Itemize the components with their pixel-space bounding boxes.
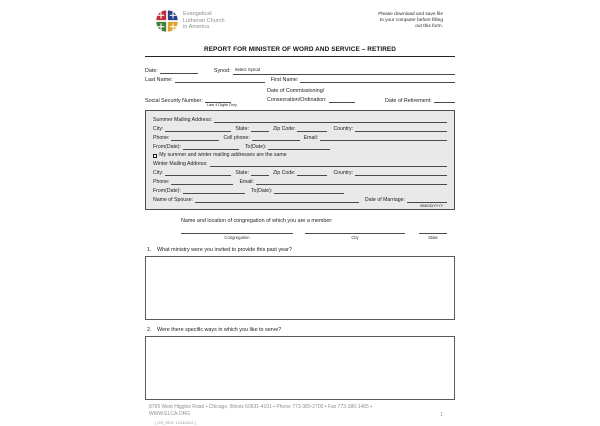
winter-address-row bbox=[153, 159, 447, 168]
notice-line-2: to your computer before filling bbox=[379, 17, 443, 23]
summer-to-field[interactable] bbox=[268, 147, 330, 150]
first-name-field[interactable] bbox=[300, 80, 455, 83]
form-title: REPORT FOR MINISTER OF WORD AND SERVICE – RETIRED bbox=[203, 46, 396, 53]
retirement-group bbox=[385, 95, 455, 104]
title-rule bbox=[145, 56, 455, 57]
congregation-state-group bbox=[419, 231, 447, 241]
winter-phone-row bbox=[153, 177, 447, 186]
congregation-city-group bbox=[305, 231, 405, 241]
same-address-label: My summer and winter mailing addresses are the same bbox=[159, 152, 287, 159]
to-date-label: To(Date): bbox=[250, 188, 273, 195]
winter-phone-field[interactable] bbox=[171, 182, 233, 185]
from-date-label: From(Date): bbox=[153, 188, 181, 195]
spouse-label: Name of Spouse: bbox=[153, 196, 194, 203]
congregation-lines bbox=[181, 231, 455, 241]
question-1 bbox=[145, 247, 455, 253]
winter-state-field[interactable] bbox=[251, 173, 269, 176]
question-1-text: What ministry were you invited to provide this past year? bbox=[157, 247, 292, 254]
date-label: Date: bbox=[145, 68, 158, 74]
ssn-group bbox=[145, 86, 267, 107]
marriage-group bbox=[364, 195, 447, 208]
question-2-number: 2. bbox=[147, 327, 152, 334]
mailing-address-box bbox=[145, 110, 455, 210]
country-label: Country: bbox=[333, 170, 354, 177]
summer-phone-field[interactable] bbox=[171, 138, 219, 141]
footer-revision: [ OS_REV: 12142022 ] bbox=[155, 419, 196, 425]
footer-website: WWW.ELCA.ORG bbox=[149, 411, 191, 417]
document-page bbox=[145, 0, 455, 425]
congregation-col-label: Congregation bbox=[224, 235, 250, 241]
header bbox=[145, 9, 455, 38]
question-1-number: 1. bbox=[147, 247, 152, 254]
winter-to-field[interactable] bbox=[274, 191, 344, 194]
winter-dates-row bbox=[153, 186, 447, 195]
question-2 bbox=[145, 327, 455, 333]
from-date-label: From(Date): bbox=[153, 143, 181, 150]
page-number: 1 bbox=[440, 412, 443, 419]
retirement-date-field[interactable] bbox=[434, 100, 455, 103]
summer-address-field[interactable] bbox=[214, 120, 447, 123]
summer-address-label: Summer Mailing Address: bbox=[153, 116, 213, 123]
zip-label: Zip Code: bbox=[272, 125, 296, 132]
marriage-date-hint: MM/DD/YYYY bbox=[420, 203, 443, 208]
state-label: State: bbox=[235, 170, 249, 177]
same-address-checkbox[interactable] bbox=[153, 154, 157, 158]
retirement-label: Date of Retirement: bbox=[385, 98, 432, 104]
elca-logo bbox=[145, 9, 225, 38]
logo-wordmark bbox=[183, 9, 225, 31]
footer-address: 8765 West Higgins Road ▪ Chicago, Illinois 60631-4101 ▪ Phone 773-380-2700 ▪ Fax 773-380-1465 ▪ bbox=[149, 404, 372, 411]
commissioning-group bbox=[267, 87, 375, 104]
logo-line-1: Evangelical bbox=[183, 11, 212, 17]
summer-state-field[interactable] bbox=[251, 129, 269, 132]
question-2-answer-box[interactable] bbox=[145, 336, 455, 400]
commissioning-row bbox=[267, 95, 375, 104]
congregation-city-field[interactable] bbox=[305, 231, 405, 234]
name-row bbox=[145, 75, 455, 84]
ssn-hint: Last 4 Digits Only bbox=[207, 103, 237, 107]
city-label: City: bbox=[153, 125, 164, 132]
cell-phone-label: Cell phone: bbox=[223, 134, 250, 141]
logo-line-2: Lutheran Church bbox=[183, 17, 225, 24]
congregation-prompt: Name and location of congregation of which you are a member: bbox=[181, 217, 333, 224]
summer-country-field[interactable] bbox=[355, 129, 447, 132]
summer-zip-field[interactable] bbox=[297, 129, 327, 132]
commissioning-date-field[interactable] bbox=[329, 100, 355, 103]
notice-line-3: out this form. bbox=[415, 23, 443, 29]
summer-from-field[interactable] bbox=[183, 147, 239, 150]
logo-line-3: in America bbox=[183, 24, 210, 31]
winter-city-field[interactable] bbox=[165, 173, 231, 176]
summer-cell-field[interactable] bbox=[252, 138, 300, 141]
winter-from-field[interactable] bbox=[183, 191, 245, 194]
first-name-label: First Name: bbox=[270, 77, 299, 83]
congregation-section bbox=[145, 218, 455, 241]
congregation-name-group bbox=[181, 231, 293, 241]
question-1-answer-box[interactable] bbox=[145, 256, 455, 320]
marriage-date-field[interactable] bbox=[407, 200, 447, 203]
winter-address-field[interactable] bbox=[210, 164, 448, 167]
winter-email-field[interactable] bbox=[256, 182, 447, 185]
to-date-label: To(Date): bbox=[244, 143, 267, 150]
synod-selected-value: Select Synod bbox=[234, 67, 261, 72]
summer-city-row bbox=[153, 124, 447, 133]
winter-country-field[interactable] bbox=[355, 173, 447, 176]
email-label: Email: bbox=[239, 179, 254, 186]
phone-label: Phone: bbox=[153, 134, 170, 141]
identity-section bbox=[145, 66, 455, 107]
commissioning-label-line2: Consecration/Ordination: bbox=[267, 97, 327, 103]
footer bbox=[145, 404, 455, 426]
same-address-row bbox=[153, 151, 447, 160]
state-label: State: bbox=[235, 125, 249, 132]
winter-city-row bbox=[153, 168, 447, 177]
state-col-label: State bbox=[428, 235, 438, 241]
question-2-text: Were there specific ways in which you like to serve? bbox=[157, 327, 282, 334]
email-label: Email: bbox=[303, 134, 319, 141]
notice-line-1: Please download and save file bbox=[378, 12, 443, 17]
ssn-dates-row bbox=[145, 86, 455, 107]
winter-address-label: Winter Mailing Address: bbox=[153, 161, 208, 168]
summer-phone-row bbox=[153, 133, 447, 142]
city-col-label: City bbox=[351, 235, 359, 241]
country-label: Country: bbox=[333, 125, 354, 132]
commissioning-label-line1: Date of Commissioning/ bbox=[267, 88, 325, 94]
synod-label: Synod: bbox=[213, 68, 231, 74]
last-name-field[interactable] bbox=[175, 80, 265, 83]
congregation-name-field[interactable] bbox=[181, 231, 293, 234]
summer-dates-row bbox=[153, 142, 447, 151]
spouse-field[interactable] bbox=[195, 200, 359, 203]
date-synod-row bbox=[145, 66, 455, 75]
date-field[interactable] bbox=[160, 71, 198, 74]
ssn-label: Social Security Number: bbox=[145, 98, 203, 104]
phone-label: Phone: bbox=[153, 179, 170, 186]
spouse-row bbox=[153, 195, 447, 208]
winter-zip-field[interactable] bbox=[297, 173, 327, 176]
summer-city-field[interactable] bbox=[165, 129, 231, 132]
congregation-state-field[interactable] bbox=[419, 231, 447, 234]
last-name-label: Last Name: bbox=[145, 77, 173, 83]
summer-email-field[interactable] bbox=[320, 138, 447, 141]
download-notice bbox=[378, 9, 455, 30]
zip-label: Zip Code: bbox=[272, 170, 296, 177]
elca-cross-icon bbox=[155, 9, 179, 38]
summer-address-row bbox=[153, 115, 447, 124]
synod-dropdown[interactable] bbox=[233, 67, 455, 75]
marriage-label: Date of Marriage: bbox=[364, 196, 405, 203]
city-label: City: bbox=[153, 170, 164, 177]
